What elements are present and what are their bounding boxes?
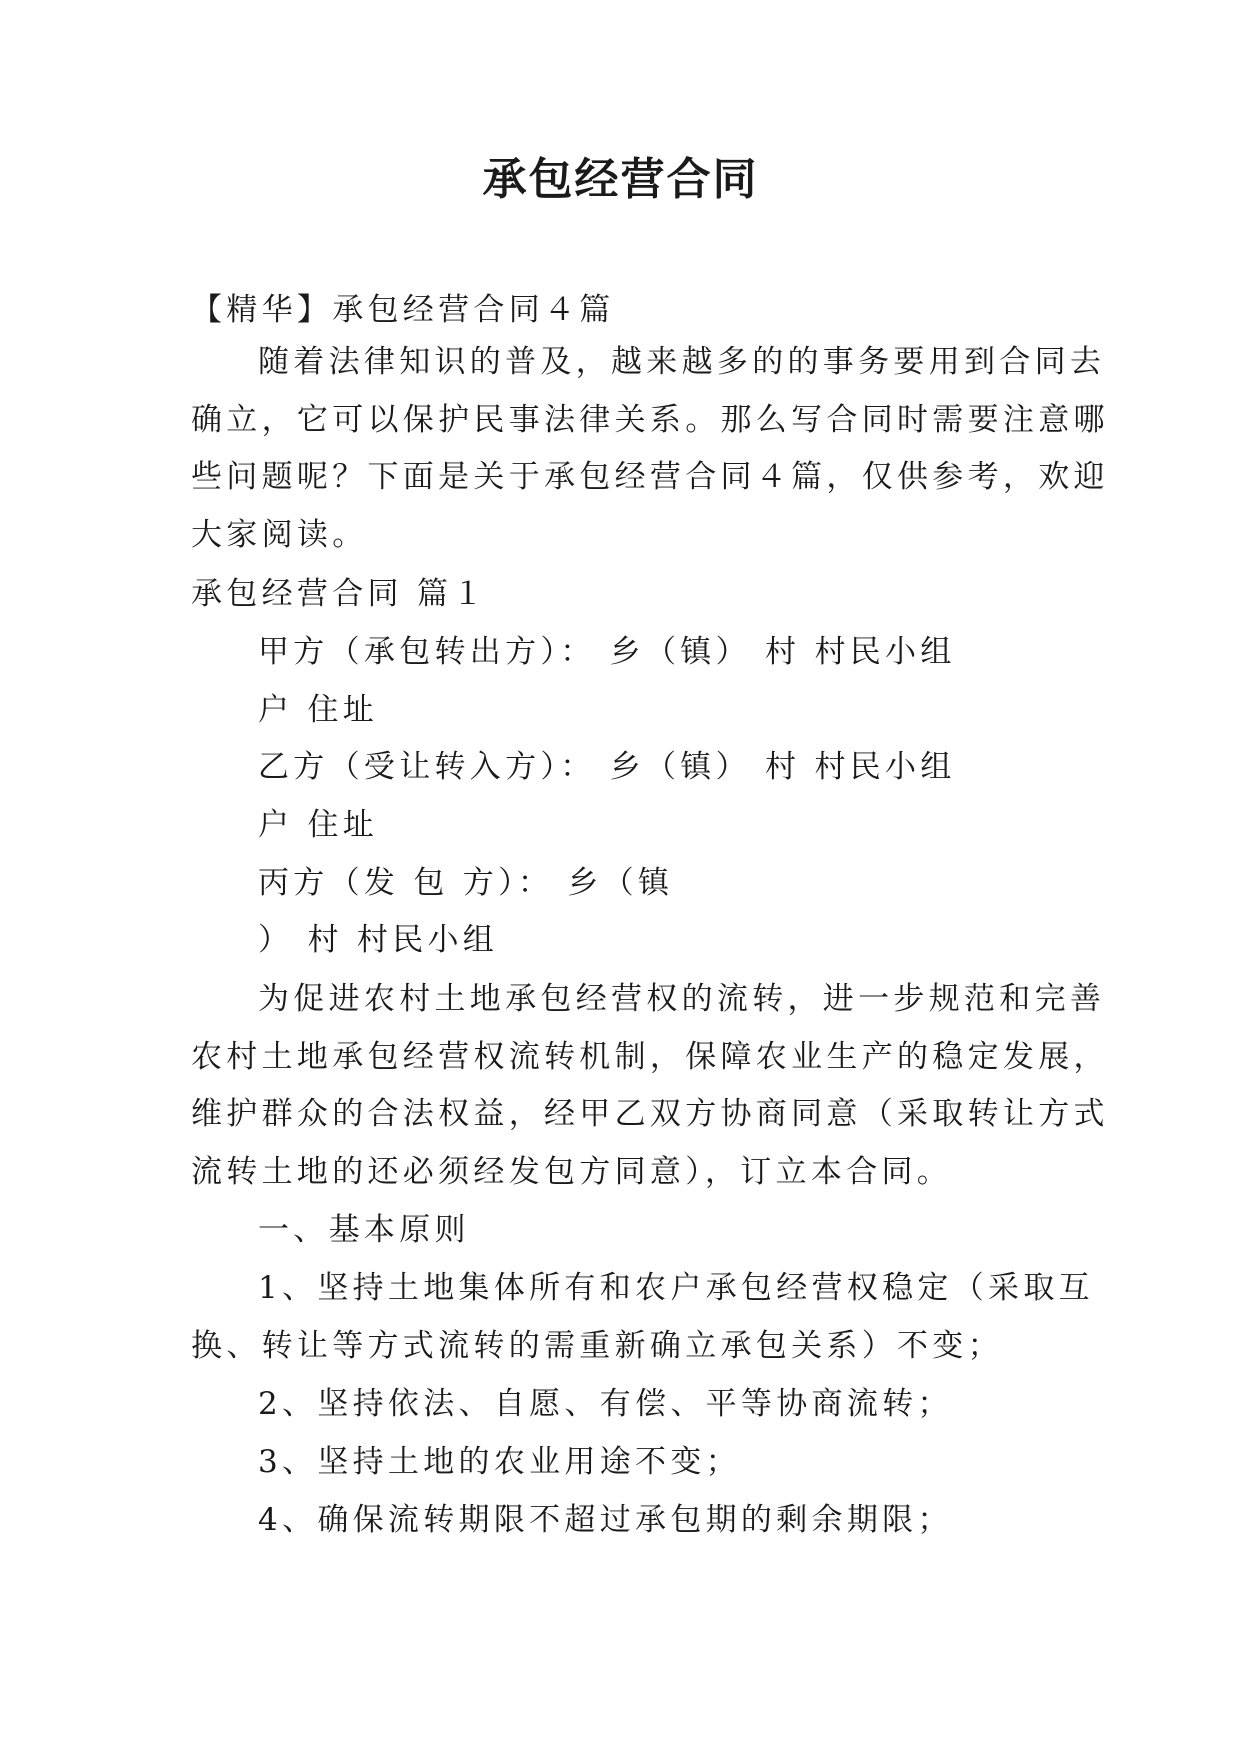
party-b-line: 乙方（受让转入方）： 乡（镇） 村 村民小组 — [258, 749, 956, 785]
list-item: 4、确保流转期限不超过承包期的剩余期限； — [258, 1502, 953, 1538]
paragraph-line: 大家阅读。 — [191, 517, 368, 553]
list-item: 1、坚持土地集体所有和农户承包经营权稳定（采取互 — [258, 1270, 1094, 1306]
party-a-address-line: 户 住址 — [258, 692, 379, 728]
party-c-line: 丙方（发 包 方）： 乡（镇 — [258, 865, 674, 901]
paragraph-line: 随着法律知识的普及，越来越多的的事务要用到合同去 — [258, 344, 1106, 380]
list-item: 2、坚持依法、自愿、有偿、平等协商流转； — [258, 1386, 953, 1422]
section-heading: 承包经营合同 篇１ — [191, 576, 488, 612]
paragraph-line: 些问题呢？下面是关于承包经营合同４篇，仅供参考，欢迎 — [191, 459, 1109, 495]
party-c-line-cont: ） 村 村民小组 — [258, 922, 499, 958]
paragraph-line: 流转土地的还必须经发包方同意），订立本合同。 — [191, 1154, 953, 1190]
subsection-heading: 一、基本原则 — [258, 1212, 470, 1248]
list-item-cont: 换、转让等方式流转的需重新确立承包关系）不变； — [191, 1328, 1003, 1364]
party-a-line: 甲方（承包转出方）： 乡（镇） 村 村民小组 — [258, 634, 956, 670]
doc-heading-line: 【精华】承包经营合同４篇 — [191, 292, 615, 328]
party-b-address-line: 户 住址 — [258, 807, 379, 843]
document-title: 承包经营合同 — [482, 154, 759, 205]
paragraph-line: 确立，它可以保护民事法律关系。那么写合同时需要注意哪 — [191, 402, 1109, 438]
paragraph-line: 农村土地承包经营权流转机制，保障农业生产的稳定发展， — [191, 1039, 1109, 1075]
paragraph-line: 为促进农村土地承包经营权的流转，进一步规范和完善 — [258, 981, 1106, 1017]
paragraph-line: 维护群众的合法权益，经甲乙双方协商同意（采取转让方式 — [191, 1096, 1109, 1132]
list-item: 3、坚持土地的农业用途不变； — [258, 1444, 741, 1480]
